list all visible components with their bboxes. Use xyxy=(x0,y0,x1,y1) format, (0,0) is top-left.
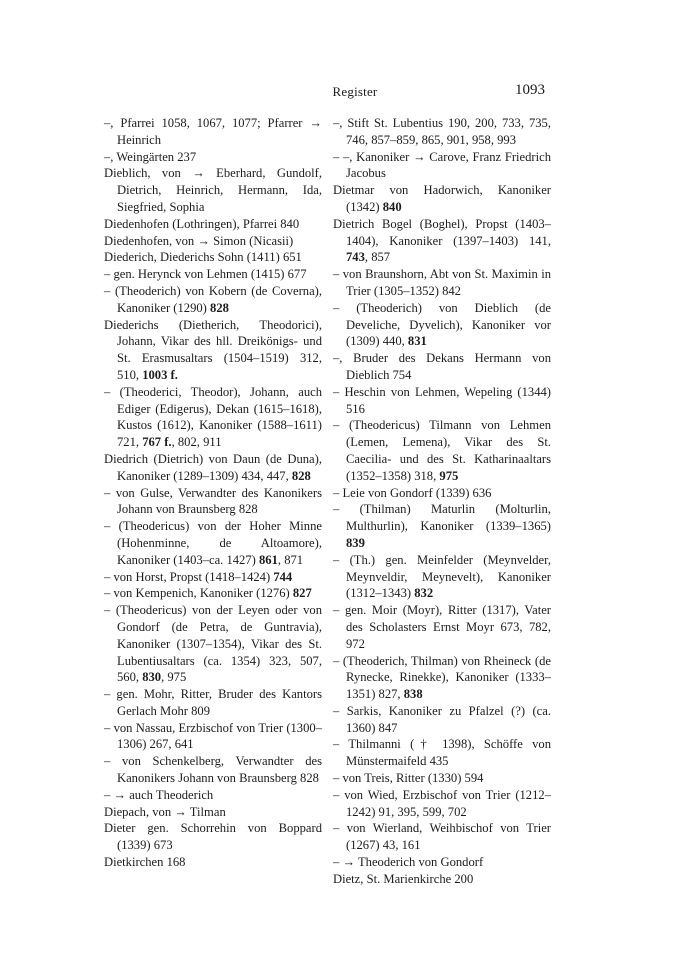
index-entry: – von Treis, Ritter (1330) 594 xyxy=(333,771,484,786)
index-entry: – (Theoderich) von Dieblich (de Develiche, Dyvelich), Kanoniker vor (1309) 440, 831 xyxy=(333,300,551,349)
index-entry: Diedrich (Dietrich) von Daun (de Duna), Kanoniker (1289–1309) 434, 447, 828 xyxy=(104,451,322,483)
index-entry: Dieter gen. Schorrehin von Boppard (1339) 673 xyxy=(104,821,322,853)
bold-page-reference: 832 xyxy=(414,586,434,601)
index-entry: –, Weingärten 237 xyxy=(104,149,197,164)
page-number: 1093 xyxy=(515,82,545,98)
index-entry: Dietrich Bogel (Boghel), Propst (1403–1404), Kanoniker (1397–1403) 141, 743, 857 xyxy=(333,216,551,265)
index-entry: – (Th.) gen. Meinfelder (Meynvelder, Meynveldir, Meynevelt), Kanoniker (1312–1343) 832 xyxy=(333,552,551,601)
index-entry: – Leie von Gondorf (1339) 636 xyxy=(333,485,492,500)
index-entry: – von Nassau, Erzbischof von Trier (1300–1306) 267, 641 xyxy=(104,720,322,752)
index-entry: Diederich, Diederichs Sohn (1411) 651 xyxy=(104,250,302,265)
index-entry: – (Theoderici, Theodor), Johann, auch Ediger (Edigerus), Dekan (1615–1618), Kustos (1612), Kanoniker (1588–1611) 721, 767 f., 802, 911 xyxy=(104,384,322,450)
index-entry: Diederichs (Dietherich, Theodorici), Johann, Vikar des hll. Dreikönigs- und St. Erasmusaltars (1504–1519) 312, 510, 1003 f. xyxy=(104,317,322,382)
index-entry: – gen. Herynck von Lehmen (1415) 677 xyxy=(104,267,307,282)
index-entry: – von Kempenich, Kanoniker (1276) 827 xyxy=(104,586,312,601)
index-entry: – → auch Theoderich xyxy=(104,787,214,802)
bold-page-reference: 861 xyxy=(259,552,278,567)
index-entry: Diedenhofen (Lothringen), Pfarrei 840 xyxy=(104,216,300,231)
bold-page-reference: 767 f. xyxy=(142,435,172,450)
index-column-right xyxy=(333,115,551,888)
bold-page-reference: 744 xyxy=(273,569,293,584)
index-entry: – von Wied, Erzbischof von Trier (1212–1242) 91, 395, 599, 702 xyxy=(333,787,551,819)
index-entry: – von Wierland, Weihbischof von Trier (1267) 43, 161 xyxy=(333,821,551,853)
bold-page-reference: 828 xyxy=(210,300,229,315)
index-entry: Dietmar von Hadorwich, Kanoniker (1342) 840 xyxy=(333,183,551,214)
index-entry: –, Bruder des Dekans Hermann von Dieblich 754 xyxy=(333,351,551,382)
bold-page-reference: 840 xyxy=(382,199,402,214)
index-entry: – (Theoderich, Thilman) von Rheineck (de Rynecke, Rinekke), Kanoniker (1333–1351) 827, 838 xyxy=(333,653,551,702)
index-entry: – von Schenkelberg, Verwandter des Kanonikers Johann von Braunsberg 828 xyxy=(104,754,322,786)
index-entry: – Sarkis, Kanoniker zu Pfalzel (?) (ca. 1360) 847 xyxy=(333,703,551,735)
index-entry: Dietz, St. Marienkirche 200 xyxy=(333,871,474,886)
index-column-left xyxy=(104,115,322,871)
bold-page-reference: 743 xyxy=(346,250,365,265)
index-entry: – –, Kanoniker → Carove, Franz Friedrich Jacobus xyxy=(333,149,551,181)
index-entry: – (Thilman) Maturlin (Molturlin, Multhurlin), Kanoniker (1339–1365) 839 xyxy=(333,502,551,550)
bold-page-reference: 828 xyxy=(291,468,311,483)
index-entry: – Thilmanni († 1398), Schöffe von Münstermaifeld 435 xyxy=(333,737,551,769)
index-entry: – Heschin von Lehmen, Wepeling (1344) 516 xyxy=(333,384,551,416)
index-entry: Dietkirchen 168 xyxy=(104,855,186,870)
index-entry: – → Theoderich von Gondorf xyxy=(333,855,484,870)
index-entry: – gen. Mohr, Ritter, Bruder des Kantors Gerlach Mohr 809 xyxy=(104,687,322,718)
bold-page-reference: 830 xyxy=(142,670,162,685)
index-entry: – von Horst, Propst (1418–1424) 744 xyxy=(104,569,293,584)
bold-page-reference: 831 xyxy=(407,334,427,349)
bold-page-reference: 827 xyxy=(292,586,312,601)
running-header: Register xyxy=(332,84,378,99)
bold-page-reference: 838 xyxy=(403,687,423,702)
index-entry: –, Stift St. Lubentius 190, 200, 733, 735, 746, 857–859, 865, 901, 958, 993 xyxy=(333,116,551,147)
index-entry: – gen. Moir (Moyr), Ritter (1317), Vater des Scholasters Ernst Moyr 673, 782, 972 xyxy=(333,603,551,651)
index-entry: – (Theodericus) von der Leyen oder von Gondorf (de Petra, de Guntravia), Kanoniker (1307–1354), Vikar des St. Lubentiusaltars (ca. 1354) 323, 507, 560, 830, 975 xyxy=(104,603,322,685)
index-entry: – von Gulse, Verwandter des Kanonikers Johann von Braunsberg 828 xyxy=(104,485,322,517)
index-entry: –, Pfarrei 1058, 1067, 1077; Pfarrer → Heinrich xyxy=(104,116,322,147)
index-entry: Dieblich, von → Eberhard, Gundolf, Dietrich, Heinrich, Hermann, Ida, Siegfried, Sophia xyxy=(104,166,322,214)
bold-page-reference: 839 xyxy=(346,535,365,550)
index-entry: – (Theodericus) Tilmann von Lehmen (Lemen, Lemena), Vikar des St. Caecilia- und des St. Katharinaaltars (1352–1358) 318, 975 xyxy=(333,418,551,483)
index-entry: – (Theodericus) von der Hoher Minne (Hohenminne, de Altoamore), Kanoniker (1403–ca. 1427) 861, 871 xyxy=(104,519,322,567)
bold-page-reference: 975 xyxy=(439,468,459,483)
index-entry: – (Theoderich) von Kobern (de Coverna), Kanoniker (1290) 828 xyxy=(104,283,322,315)
bold-page-reference: 1003 f. xyxy=(142,367,178,382)
index-entry: Diedenhofen, von → Simon (Nicasii) xyxy=(104,233,294,248)
index-entry: – von Braunshorn, Abt von St. Maximin in Trier (1305–1352) 842 xyxy=(333,267,551,298)
index-entry: Diepach, von → Tilman xyxy=(104,804,226,819)
